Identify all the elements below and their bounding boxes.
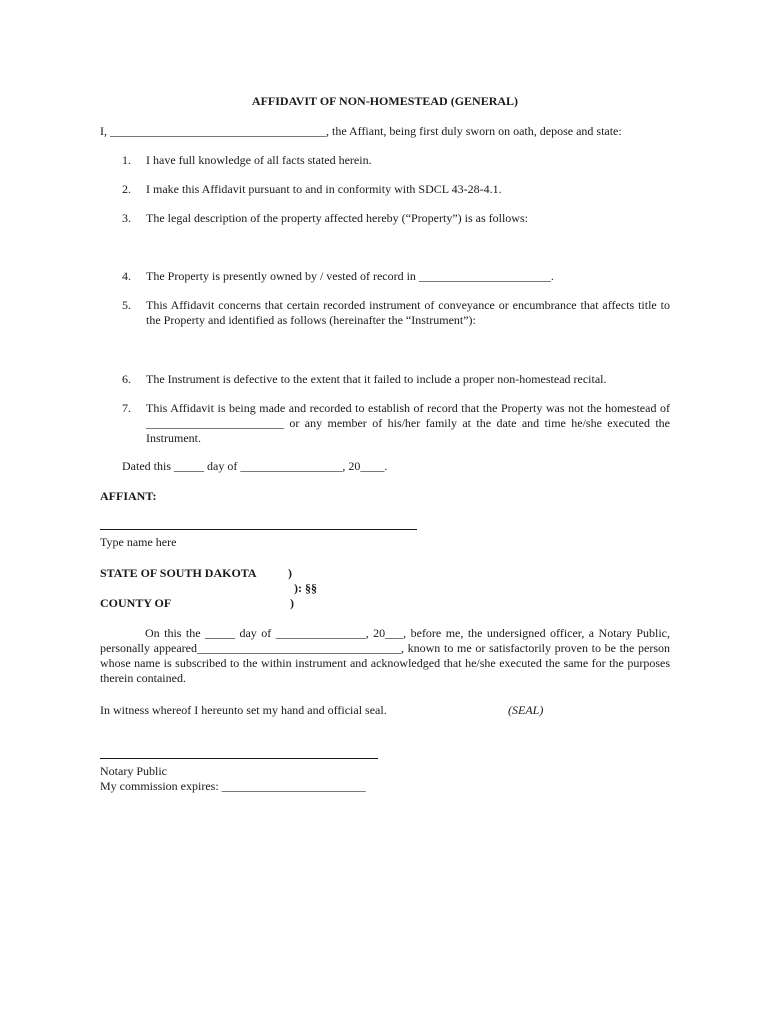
intro-statement: I, ____________________________________, the Affiant, being first duly sworn on oath, depose and state: [100,124,622,138]
item-text: The Property is presently owned by / vested of record in ______________________. [146,269,554,283]
item-number: 7. [122,401,131,415]
commission-expires: My commission expires: ________________________ [100,779,366,793]
item-text: I have full knowledge of all facts stated herein. [146,153,372,167]
item-text: The legal description of the property affected hereby (“Property”) is as follows: [146,211,528,225]
item-number: 2. [122,182,131,196]
notary-signature-line [100,758,378,759]
item-text: This Affidavit is being made and recorded to establish of record that the Property was not the homestead of _______________________ or any member of his/her family at the date and time he/she executed the Instrument. [146,401,670,445]
notary-label: Notary Public [100,764,167,778]
venue-county: COUNTY OF [100,596,172,610]
venue-state: STATE OF SOUTH DAKOTA [100,566,257,580]
item-number: 5. [122,298,131,312]
item-text: I make this Affidavit pursuant to and in conformity with SDCL 43-28-4.1. [146,182,502,196]
venue-ss: ): §§ [294,581,317,595]
seal-label: (SEAL) [508,703,544,717]
affiant-type-name: Type name here [100,535,177,549]
dated-line: Dated this _____ day of _________________, 20____. [122,459,388,473]
notary-acknowledgment: On this the _____ day of _______________, 20___, before me, the undersigned officer, a Notary Public, personally appeared__________________________________, known to me or satisfactorily proven to be the person whose name is subscribed to the within instrument and acknowledged that he/she executed the same for the purposes therein contained. [100,626,670,685]
affiant-label: AFFIANT: [100,489,157,503]
item-number: 3. [122,211,131,225]
item-number: 4. [122,269,131,283]
item-number: 6. [122,372,131,386]
affiant-signature-line [100,529,417,530]
venue-paren-open: ) [288,566,292,580]
venue-paren-close: ) [290,596,294,610]
witness-statement: In witness whereof I hereunto set my hand and official seal. [100,703,387,717]
item-text: This Affidavit concerns that certain recorded instrument of conveyance or encumbrance that affects title to the Property and identified as follows (hereinafter the “Instrument”): [146,298,670,327]
document-title: AFFIDAVIT OF NON-HOMESTEAD (GENERAL) [251,94,519,108]
item-text: The Instrument is defective to the extent that it failed to include a proper non-homestead recital. [146,372,607,386]
item-number: 1. [122,153,131,167]
